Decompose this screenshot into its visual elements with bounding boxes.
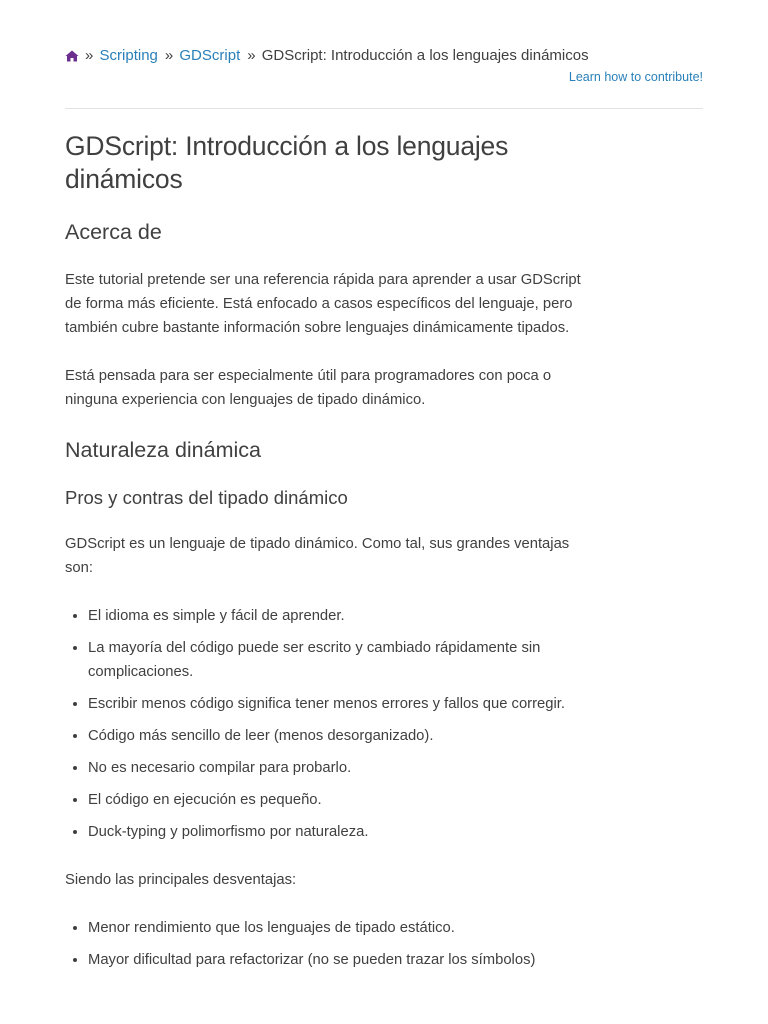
list-item: • El código en ejecución es pequeño.	[88, 788, 590, 812]
list-item: • No es necesario compilar para probarlo.	[88, 756, 590, 780]
advantages-list	[65, 604, 590, 844]
breadcrumb-separator: »	[247, 47, 256, 64]
about-paragraph: Está pensada para ser especialmente útil para programadores con poca o ninguna experiencia con lenguajes de tipado dinámico.	[65, 368, 552, 408]
page-title: GDScript: Introducción a los lenguajes dinámicos	[65, 131, 509, 194]
list-item: • La mayoría del código puede ser escrito y cambiado rápidamente sin complicaciones.	[88, 636, 590, 684]
list-item: • Mayor dificultad para refactorizar (no se pueden trazar los símbolos)	[88, 948, 590, 972]
home-icon[interactable]	[65, 47, 79, 69]
list-item: • Duck-typing y polimorfismo por naturaleza.	[88, 820, 590, 844]
list-item: • Menor rendimiento que los lenguajes de tipado estático.	[88, 916, 590, 940]
breadcrumb	[65, 45, 703, 69]
about-paragraph: Este tutorial pretende ser una referencia rápida para aprender a usar GDScript de forma más eficiente. Está enfocado a casos específicos del lenguaje, pero también cubre bastante información sobre lenguajes dinámicamente tipados.	[65, 272, 581, 336]
list-item: • El idioma es simple y fácil de aprender.	[88, 604, 590, 628]
breadcrumb-current: GDScript: Introducción a los lenguajes dinámicos	[261, 47, 589, 64]
disadvantages-intro-paragraph: Siendo las principales desventajas:	[65, 872, 297, 888]
pros-intro-paragraph: GDScript es un lenguaje de tipado dinámico. Como tal, sus grandes ventajas son:	[65, 536, 570, 576]
contribute-link[interactable]: Learn how to contribute!	[568, 70, 703, 84]
breadcrumb-link-scripting[interactable]: Scripting	[99, 47, 158, 64]
list-item: • Código más sencillo de leer (menos desorganizado).	[88, 724, 590, 748]
header-divider	[65, 108, 703, 109]
disadvantages-list	[65, 916, 590, 972]
breadcrumb-separator: »	[85, 47, 94, 64]
article-body	[65, 130, 590, 996]
section-heading-about: Acerca de	[65, 220, 162, 244]
breadcrumb-separator: »	[164, 47, 174, 64]
list-item: • Escribir menos código significa tener menos errores y fallos que corregir.	[88, 692, 590, 716]
subsection-heading-pros-cons: Pros y contras del tipado dinámico	[65, 487, 348, 508]
section-heading-dynamic-nature: Naturaleza dinámica	[65, 438, 261, 462]
breadcrumb-link-gdscript[interactable]: GDScript	[179, 47, 241, 64]
